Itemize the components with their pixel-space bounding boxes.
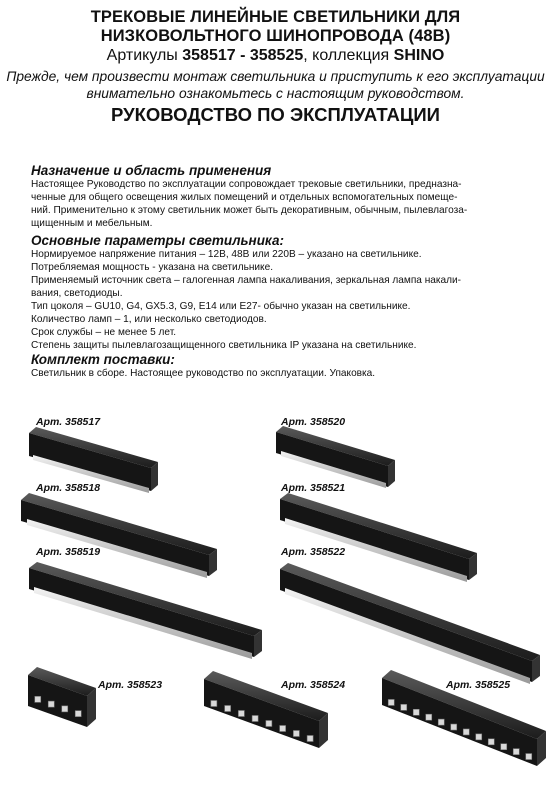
lamp-358522 — [280, 563, 540, 684]
led-cell — [225, 706, 231, 712]
products-illustration — [0, 405, 551, 788]
purpose-line: щищенным и мебельным. — [31, 218, 153, 229]
title-line-2: НИЗКОВОЛЬТНОГО ШИНОПРОВОДА (48В) — [100, 27, 451, 45]
led-cell — [463, 729, 469, 735]
led-cell — [211, 701, 217, 707]
params-line: Степень защиты пылевлагозащищенного светильника IP указана на светильнике. — [31, 340, 417, 351]
purpose-heading: Назначение и область применения — [31, 163, 272, 178]
document-body — [31, 163, 546, 380]
purpose-line: Настоящее Руководство по эксплуатации сопровождает трековые светильники, предназна- — [31, 179, 462, 190]
led-cell — [501, 744, 507, 750]
led-cell — [293, 731, 299, 737]
params-line: Потребляемая мощность - указана на светильнике. — [31, 262, 274, 273]
led-cell — [438, 719, 444, 725]
led-cell — [401, 704, 407, 710]
led-cell — [238, 711, 244, 717]
title-line-1: ТРЕКОВЫЕ ЛИНЕЙНЫЕ СВЕТИЛЬНИКИ ДЛЯ — [90, 8, 461, 26]
lamp-358519 — [29, 562, 262, 659]
articles-line — [0, 46, 551, 66]
label-358518: Арт. 358518 — [36, 482, 101, 494]
label-358522: Арт. 358522 — [281, 546, 346, 558]
led-cell — [413, 709, 419, 715]
params-line: Тип цоколя – GU10, G4, GX5.3, G9, E14 или E27- обычно указан на светильнике. — [31, 301, 411, 312]
led-cell — [426, 714, 432, 720]
params-line: Срок службы – не менее 5 лет. — [31, 327, 177, 338]
label-358525: Арт. 358525 — [446, 679, 511, 691]
led-cell — [62, 706, 68, 712]
label-358520: Арт. 358520 — [281, 416, 346, 428]
label-358521: Арт. 358521 — [281, 482, 346, 494]
label-358517: Арт. 358517 — [36, 416, 101, 428]
led-cell — [526, 754, 532, 760]
lamp-358518 — [21, 493, 217, 578]
led-cell — [307, 736, 313, 742]
warning-text: Прежде, чем произвести монтаж светильника и приступить к его эксплуатации внимательно ознакомьтесь с настоящим руководством. — [6, 69, 545, 101]
led-cell — [252, 716, 258, 722]
articles-prefix: Артикулы — [106, 47, 183, 64]
led-cell — [48, 701, 54, 707]
params-heading: Основные параметры светильника: — [31, 233, 284, 248]
params-line: вания, светодиоды. — [31, 288, 123, 299]
document-header — [0, 8, 551, 125]
lamp-358523 — [28, 667, 96, 727]
label-358523: Арт. 358523 — [98, 679, 163, 691]
purpose-line: ний. Применительно к этому светильник может быть декоративным, обычным, пылевлагоза- — [31, 205, 468, 216]
led-cell — [280, 726, 286, 732]
led-cell — [266, 721, 272, 727]
purpose-line: ченные для общего освещения жилых помещений и отдельных вспомогательных помеще- — [31, 192, 458, 203]
led-cell — [451, 724, 457, 730]
collection-name: SHINO — [393, 47, 445, 64]
lamp-drawings — [0, 405, 551, 788]
guide-title: РУКОВОДСТВО ПО ЭКСПЛУАТАЦИИ — [111, 104, 440, 125]
params-line: Нормируемое напряжение питания – 12В, 48В или 220В – указано на светильнике. — [31, 249, 422, 260]
led-cell — [488, 739, 494, 745]
label-358519: Арт. 358519 — [36, 546, 101, 558]
params-line: Количество ламп – 1, или несколько светодиодов. — [31, 314, 267, 325]
package-heading: Комплект поставки: — [31, 352, 175, 367]
articles-range: 358517 - 358525 — [182, 47, 304, 64]
articles-mid: , коллекция — [303, 47, 394, 64]
params-text — [31, 248, 546, 352]
led-cell — [75, 711, 81, 717]
package-text: Светильник в сборе. Настоящее руководство по эксплуатации. Упаковка. — [31, 368, 376, 379]
led-cell — [388, 699, 394, 705]
led-cell — [513, 749, 519, 755]
lamp-358520 — [276, 426, 395, 488]
purpose-text — [31, 178, 546, 230]
led-cell — [35, 696, 41, 702]
lamp-358521 — [280, 493, 477, 582]
params-line: Применяемый источник света – галогенная лампа накаливания, зеркальная лампа накали- — [31, 275, 462, 286]
led-cell — [476, 734, 482, 740]
label-358524: Арт. 358524 — [281, 679, 346, 691]
